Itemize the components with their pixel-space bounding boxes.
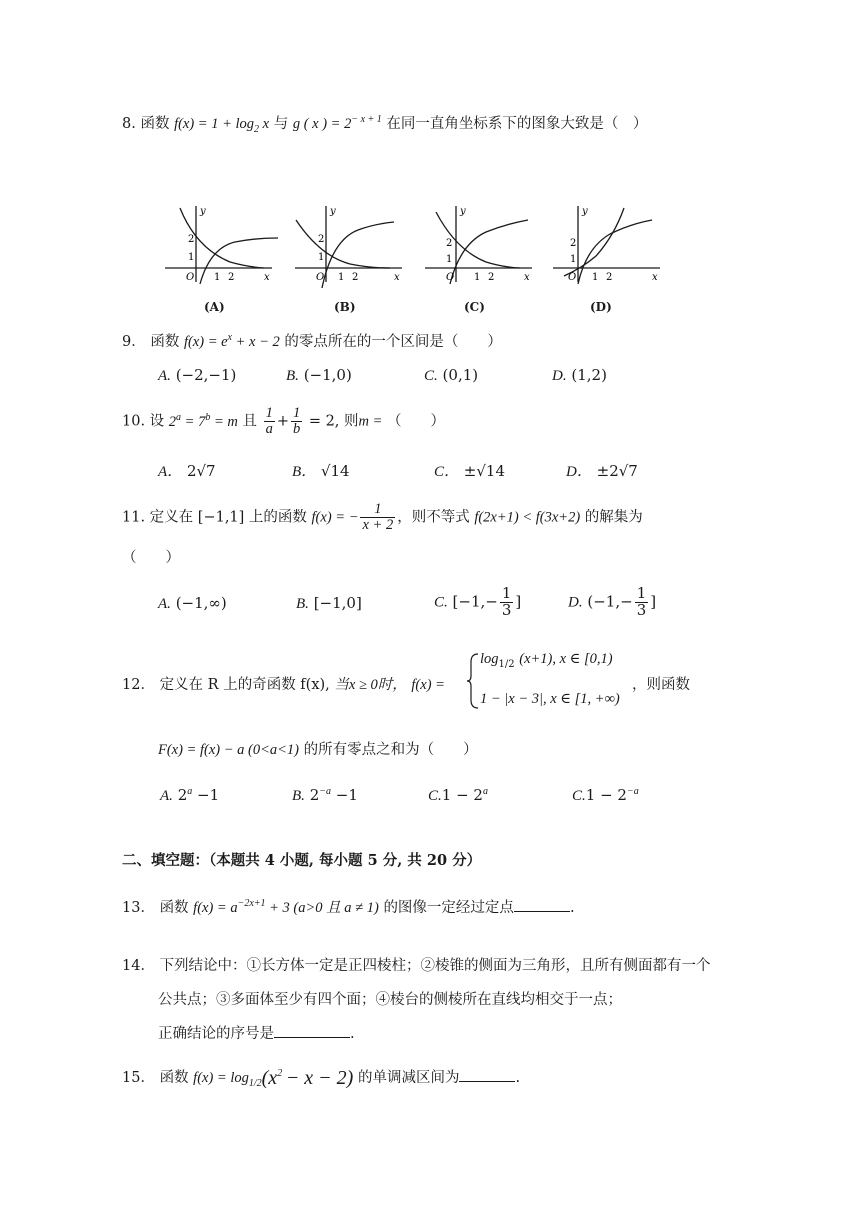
svg-text:2: 2 (318, 234, 325, 245)
section-2-title: 二、填空题：（本题共 4 小题, 每小题 5 分, 共 20 分） (122, 852, 482, 869)
option-a[interactable]: A. (−1,∞) (158, 594, 227, 612)
svg-text:x: x (264, 272, 270, 283)
question-8: 8. 函数 $f(x) = 1 + \log_2 x$ 与 g ( x ) = $2^{- x + 1}$ 在同一直角坐标系下的图象大致是（ ） (122, 114, 648, 135)
graph-label-a: (A) (204, 300, 225, 314)
question-number: 8. (122, 116, 136, 132)
svg-text:x: x (524, 272, 530, 283)
question-12: 12． 定义在 R 上的奇函数 f(x), 当x ≥ 0时， f(x) = (122, 677, 445, 693)
question-15: 15． 函数 $f(x) = \log_{1/2}(x^2 - x - 2)$ 的单调减区间为 . (122, 1067, 521, 1090)
svg-text:O: O (186, 272, 195, 283)
question-number: 11. (122, 509, 146, 526)
option-d[interactable]: D. (−1,− $\frac{1}{3}$ ] (568, 584, 657, 619)
option-c[interactable]: $C.1 - 2^a$ (428, 786, 488, 804)
question-12-tail: ，则函数 (632, 677, 690, 693)
question-12-options (160, 786, 720, 810)
svg-text:y: y (200, 206, 206, 217)
option-c[interactable]: C. [−1,− $\frac{1}{3}$ ] (434, 584, 522, 619)
question-number: 13． (122, 900, 155, 916)
svg-text:x: x (394, 272, 400, 283)
answer-blank[interactable] (459, 1080, 515, 1082)
svg-text:O: O (316, 272, 325, 283)
graph-a (160, 200, 280, 290)
svg-text:O: O (568, 272, 577, 283)
option-a[interactable]: A. 2$^a$ −1 (160, 786, 220, 804)
svg-text:y: y (330, 206, 336, 217)
svg-text:1: 1 (570, 254, 577, 265)
question-10: 10. 设 $2^a = 7^b = m$ 且 $\frac{1}{a}$ + $\frac{1}{b}$ = 2, 则m = （ ） (122, 405, 446, 438)
svg-text:x: x (652, 272, 658, 283)
graph-c (420, 200, 540, 290)
question-11-paren: （ ） (122, 550, 180, 566)
piecewise-case-2: 1 − |x − 3|, x ∈ [1, +∞) (480, 691, 620, 707)
question-number: 9． (122, 334, 146, 350)
graph-label-b: (B) (334, 300, 356, 314)
question-14-line-3: 正确结论的序号是 . (158, 1026, 355, 1042)
graph-label-c: (C) (464, 300, 485, 314)
answer-blank[interactable] (514, 910, 570, 912)
svg-text:2: 2 (352, 272, 359, 283)
question-number: 14． (122, 958, 155, 974)
svg-text:1: 1 (338, 272, 345, 283)
svg-text:O: O (446, 272, 455, 283)
option-b[interactable]: B． √14 (292, 462, 350, 480)
option-a[interactable]: A． 2√7 (158, 462, 216, 480)
svg-text:2: 2 (606, 272, 613, 283)
question-number: 12． (122, 677, 155, 693)
option-b[interactable]: B. $2^{-a} -1$ (292, 786, 358, 804)
svg-text:y: y (460, 206, 466, 217)
question-14-line-1: 14． 下列结论中：①长方体一定是正四棱柱；②棱锥的侧面为三角形，且所有侧面都有一个 (122, 958, 711, 974)
graph-b (290, 200, 410, 290)
svg-text:2: 2 (228, 272, 235, 283)
option-d[interactable]: D. (1,2) (552, 366, 607, 384)
svg-text:2: 2 (488, 272, 495, 283)
svg-text:1: 1 (214, 272, 221, 283)
option-d[interactable]: D． ±2√7 (566, 462, 638, 480)
graph-d (548, 200, 668, 290)
answer-blank[interactable] (274, 1036, 350, 1038)
svg-text:1: 1 (474, 272, 481, 283)
option-b[interactable]: B. [−1,0] (296, 594, 362, 612)
question-10-options (158, 460, 718, 484)
option-c[interactable]: C. (0,1) (424, 366, 479, 384)
option-d[interactable]: $C.1 - 2^{-a}$ (572, 786, 639, 804)
option-b[interactable]: B. (−1,0) (286, 366, 352, 384)
question-number: 10. (122, 413, 146, 430)
option-a[interactable]: A. (−2,−1) (158, 366, 237, 384)
option-c[interactable]: C． ±√14 (434, 462, 506, 480)
question-12-line2: F(x) = f(x) − a (0<a<1) 的所有零点之和为（ ） (158, 742, 478, 758)
question-9-options (158, 366, 718, 390)
svg-text:2: 2 (188, 234, 195, 245)
svg-text:1: 1 (446, 254, 453, 265)
piecewise-case-1: $\log_{1/2} (x+1)$, x ∈ [0,1) (480, 651, 613, 670)
svg-text:1: 1 (592, 272, 599, 283)
svg-text:2: 2 (446, 238, 453, 249)
svg-text:y: y (582, 206, 588, 217)
question-number: 15． (122, 1070, 155, 1086)
svg-text:1: 1 (318, 252, 325, 263)
question-14-line-2: 公共点；③多面体至少有四个面；④棱台的侧棱所在直线均相交于一点； (158, 992, 622, 1008)
f-definition: $f(x) = 1 + \log_2 x$ (174, 116, 270, 135)
svg-text:2: 2 (570, 238, 577, 249)
question-13: 13． 函数 $f(x) = a^{-2x+1} + 3$ (a>0 且 a ≠ 1) 的图像一定经过定点 . (122, 898, 575, 916)
question-9: 9． 函数 $f(x) = e^x + x - 2$ 的零点所在的一个区间是（ ） (122, 332, 502, 350)
g-definition: g ( x ) = $2^{- x + 1}$ (292, 114, 382, 132)
graph-label-d: (D) (590, 300, 612, 314)
expression: $f(x) = e^x + x - 2$ (183, 332, 280, 350)
piecewise-brace (466, 652, 480, 710)
question-11-options (158, 584, 718, 626)
svg-text:1: 1 (188, 252, 195, 263)
question-11: 11. 定义在 [−1,1] 上的函数 f(x) = − $\frac{1}{x + 2}$ ，则不等式 f(2x+1) < f(3x+2) 的解集为 (122, 501, 643, 534)
